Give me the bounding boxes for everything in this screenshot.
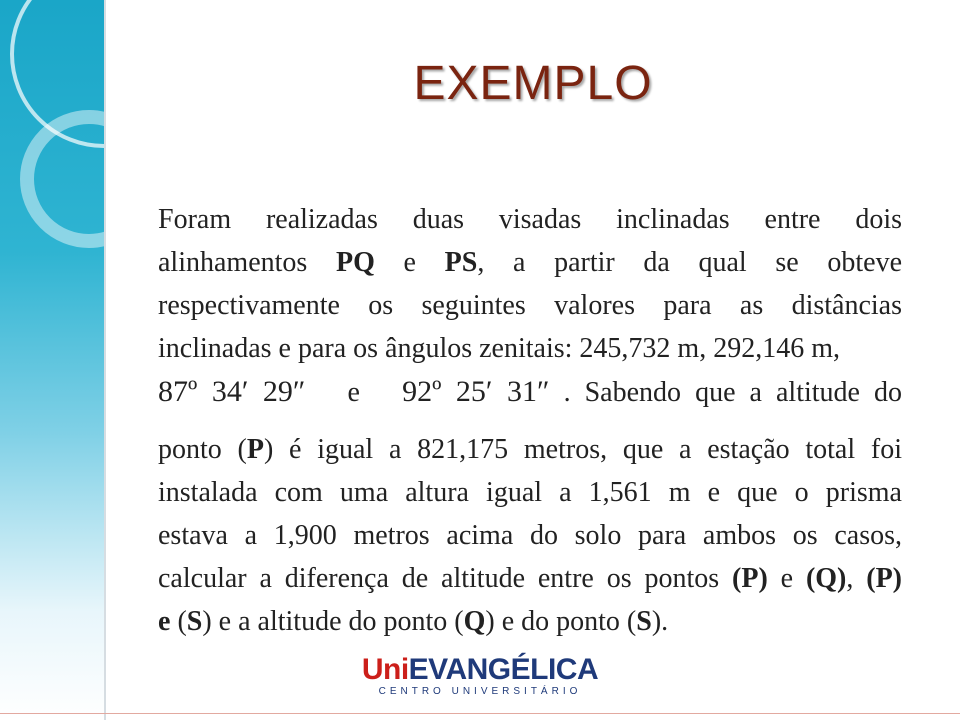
text-span: instalada com uma altura igual a 1,561 m e que o prisma	[158, 477, 902, 508]
logo-subtitle: CENTRO UNIVERSITÁRIO	[378, 686, 582, 697]
text-line	[158, 557, 902, 600]
text-span: ) e do ponto (	[485, 606, 637, 637]
text-line	[158, 198, 902, 241]
text-span: Foram realizadas duas visadas inclinadas entre dois	[158, 204, 902, 235]
logo-wordmark	[356, 654, 604, 686]
text-line	[158, 241, 902, 284]
unievangelica-logo	[356, 654, 604, 700]
text-line	[158, 514, 902, 557]
zenith-angle-2: 92º 25′ 31″	[402, 375, 550, 408]
point-p: P	[246, 434, 264, 465]
problem-statement	[158, 198, 902, 643]
text-span: estava a 1,900 metros acima do solo para ambos os casos,	[158, 520, 902, 551]
point-q: Q	[463, 606, 486, 637]
text-span: ) e a altitude do ponto (	[202, 606, 464, 637]
alignment-ps: PS	[444, 247, 478, 278]
text-span: e	[158, 606, 171, 637]
text-line	[158, 600, 902, 643]
text-span: ,	[846, 563, 867, 594]
text-span: ).	[651, 606, 669, 637]
bottom-rule	[0, 713, 960, 714]
text-span: calcular a diferença de altitude entre os pontos	[158, 563, 733, 594]
text-span: . Sabendo que a altitude do	[563, 377, 902, 408]
point-s: S	[186, 606, 203, 637]
text-span: ponto (	[158, 434, 247, 465]
text-line	[158, 428, 902, 471]
logo-uni: Uni	[361, 653, 409, 686]
text-line	[158, 471, 902, 514]
text-span: inclinadas e para os ângulos zenitais: 245,732 m, 292,146 m,	[158, 333, 840, 364]
text-span: respectivamente os seguintes valores para as distâncias	[158, 290, 902, 321]
text-line	[158, 370, 902, 414]
text-span: (	[170, 606, 187, 637]
text-span: e	[347, 377, 360, 408]
text-line	[158, 327, 902, 370]
text-span: e	[374, 247, 445, 278]
text-span: alinhamentos	[158, 247, 336, 278]
text-span: e	[767, 563, 806, 594]
logo-evangelica: EVANGÉLICA	[408, 653, 599, 686]
point-q: (Q)	[805, 563, 847, 594]
alignment-pq: PQ	[335, 247, 375, 278]
decorative-ring	[20, 110, 106, 248]
text-span: ) é igual a 821,175 metros, que a estação total foi	[263, 434, 902, 465]
point-p: (P)	[866, 563, 902, 594]
zenith-angle-1: 87º 34′ 29″	[158, 375, 306, 408]
point-p: (P)	[732, 563, 768, 594]
text-span: , a partir da qual se obteve	[477, 247, 902, 278]
point-s: S	[636, 606, 652, 637]
line-gap	[158, 414, 902, 428]
text-line	[158, 284, 902, 327]
slide-title: EXEMPLO	[413, 57, 653, 110]
